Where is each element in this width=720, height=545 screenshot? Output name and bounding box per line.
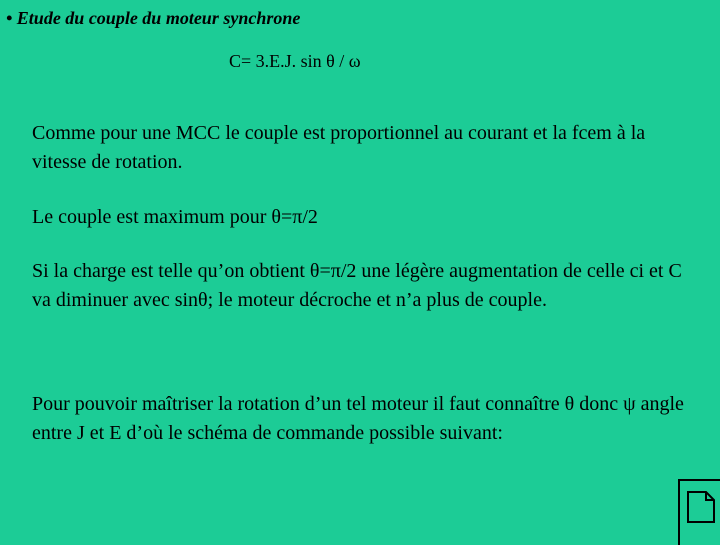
paragraph-mcc-comparison: Comme pour une MCC le couple est proportionnel au courant et la fcem à la vitesse de rotation. xyxy=(32,122,646,173)
paragraph-stall: Si la charge est telle qu’on obtient θ=π/2 une légère augmentation de celle ci et C va diminuer avec sinθ; le moteur décroche et n’a plus de couple. xyxy=(32,260,682,311)
page-corner-icon xyxy=(687,491,715,523)
torque-formula: C= 3.E.J. sin θ / ω xyxy=(229,51,361,71)
slide-title: • Etude du couple du moteur synchrone xyxy=(6,8,301,28)
document-page-icon[interactable] xyxy=(678,479,720,545)
paragraph-max-torque: Le couple est maximum pour θ=π/2 xyxy=(32,206,318,228)
paragraph-control: Pour pouvoir maîtriser la rotation d’un tel moteur il faut connaître θ donc ψ angle entre J et E d’où le schéma de commande possible suivant: xyxy=(32,393,684,444)
